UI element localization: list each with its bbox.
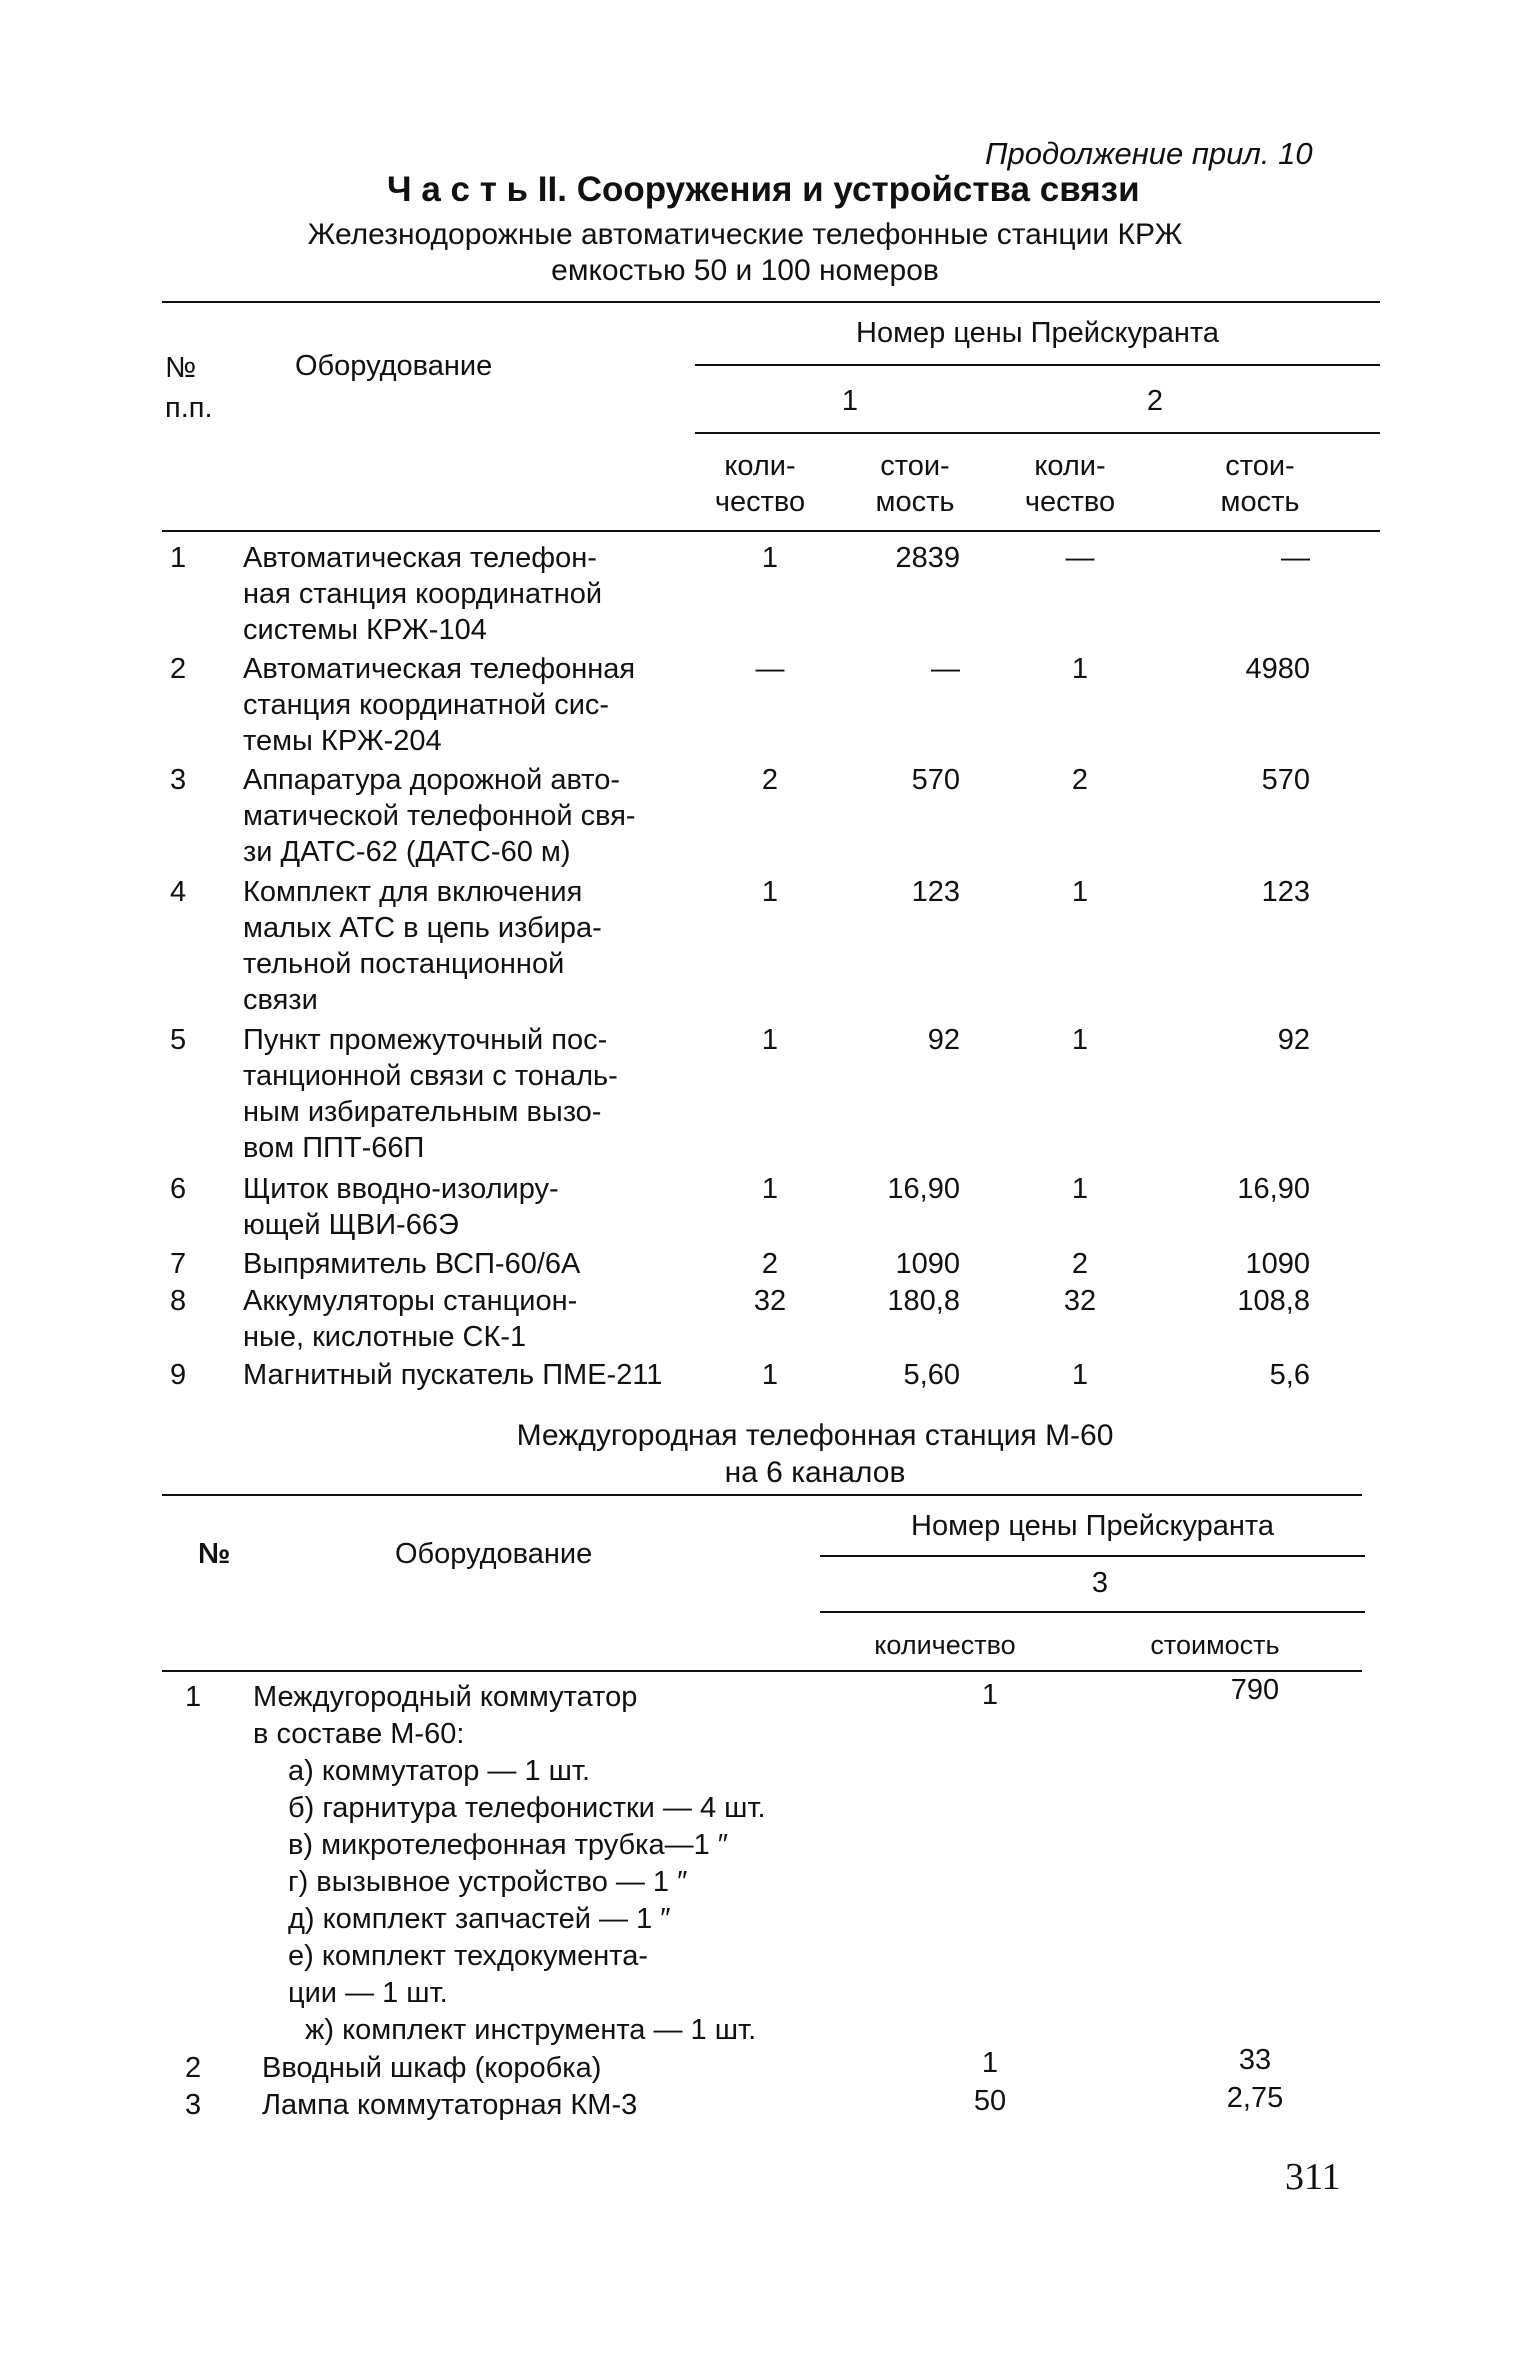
- row-cost1: —: [931, 653, 960, 685]
- table2-header-price-number: Номер цены Прейскуранта: [911, 1510, 1274, 1542]
- component-item: в) микротелефонная трубка—1 ″: [288, 1829, 729, 1861]
- row-equipment: Выпрямитель ВСП-60/6А: [243, 1248, 581, 1280]
- table2-header-equipment: Оборудование: [395, 1538, 593, 1570]
- row-number: 3: [170, 764, 187, 796]
- table1-header-price-number: Номер цены Прейскуранта: [856, 317, 1219, 349]
- table1-header-cost1: стои- мость: [875, 450, 955, 518]
- row-cost: 790: [1230, 1674, 1280, 1706]
- row-qty1: 1: [761, 1024, 779, 1056]
- row-equipment-line2: в составе М-60:: [253, 1718, 465, 1750]
- table1-header-qty2: коли- чество: [1024, 450, 1116, 518]
- table1-header-qty1: коли- чество: [714, 450, 806, 518]
- row-equipment: Щиток вводно-изолиру- ющей ЩВИ-66Э: [243, 1173, 559, 1241]
- row-qty1: 1: [761, 542, 779, 574]
- row-cost1: 16,90: [887, 1173, 960, 1205]
- row-qty: 50: [973, 2085, 1007, 2117]
- row-cost1: 123: [911, 876, 960, 908]
- row-equipment: Автоматическая телефон- ная станция координатной системы КРЖ-104: [243, 542, 603, 646]
- row-qty: 1: [981, 1679, 999, 1711]
- row-cost2: —: [1281, 542, 1310, 574]
- table2-header-qty: количество: [874, 1630, 1016, 1660]
- row-cost2: 16,90: [1237, 1173, 1310, 1205]
- table2-header-col3: 3: [1091, 1567, 1109, 1599]
- row-cost2: 92: [1277, 1024, 1310, 1056]
- row-qty2: 1: [1071, 1024, 1089, 1056]
- section1-title-line2: емкостью 50 и 100 номеров: [551, 254, 939, 287]
- component-item: г) вызывное устройство — 1 ″: [288, 1866, 688, 1898]
- row-cost2: 1090: [1245, 1248, 1310, 1280]
- row-equipment: Вводный шкаф (коробка): [262, 2052, 602, 2084]
- row-equipment-line1: Междугородный коммутатор: [253, 1681, 638, 1713]
- row-number: 9: [170, 1359, 187, 1391]
- row-qty1: 1: [761, 1173, 779, 1205]
- row-equipment: Комплект для включения малых АТС в цепь избира- тельной постанционной связи: [243, 876, 602, 1016]
- row-qty1: —: [755, 653, 785, 685]
- row-number: 3: [185, 2089, 202, 2121]
- row-qty1: 1: [761, 1359, 779, 1391]
- row-qty2: 1: [1071, 653, 1089, 685]
- row-qty1: 2: [761, 1248, 779, 1280]
- row-number: 6: [170, 1173, 187, 1205]
- component-item: б) гарнитура телефонистки — 4 шт.: [288, 1792, 766, 1824]
- part-title: Ч а с т ь II. Сооружения и устройства связи: [387, 170, 1140, 209]
- row-cost: 33: [1238, 2044, 1272, 2076]
- component-item: а) коммутатор — 1 шт.: [288, 1755, 591, 1787]
- row-cost: 2,75: [1226, 2082, 1284, 2114]
- table2-header-bottom-rule: [162, 1670, 1362, 1672]
- component-item: ж) комплект инструмента — 1 шт.: [305, 2014, 757, 2046]
- row-cost1: 570: [911, 764, 960, 796]
- row-qty2: 2: [1071, 1248, 1089, 1280]
- row-equipment: Пункт промежуточный пос- танционной связи с тональ- ным избирательным вызо- вом ППТ-66П: [243, 1024, 618, 1164]
- row-qty1: 1: [761, 876, 779, 908]
- row-cost1: 5,60: [903, 1359, 960, 1391]
- row-equipment: Автоматическая телефонная станция координатной сис- темы КРЖ-204: [243, 653, 636, 757]
- table1-header-no: № п.п.: [165, 352, 213, 424]
- table2-header-cost: стоимость: [1150, 1630, 1280, 1660]
- section2-title-line1: Междугородная телефонная станция М-60: [516, 1419, 1114, 1452]
- table1-header-col1: 1: [841, 385, 859, 417]
- row-qty2: —: [1065, 542, 1095, 574]
- row-number: 2: [170, 653, 187, 685]
- section1-title-line1: Железнодорожные автоматические телефонные станции КРЖ: [307, 218, 1183, 251]
- row-number: 5: [170, 1024, 187, 1056]
- row-qty2: 32: [1063, 1285, 1097, 1317]
- row-qty: 1: [981, 2047, 999, 2079]
- row-cost2: 4980: [1245, 653, 1310, 685]
- table1-header-equipment: Оборудование: [295, 350, 493, 382]
- row-cost1: 1090: [895, 1248, 960, 1280]
- row-qty2: 2: [1071, 764, 1089, 796]
- row-equipment: Лампа коммутаторная КМ-3: [262, 2089, 638, 2121]
- table1-header-bottom-rule: [162, 530, 1380, 532]
- table2-top-rule: [162, 1494, 1362, 1496]
- row-number: 2: [185, 2052, 202, 2084]
- row-cost1: 92: [927, 1024, 960, 1056]
- row-qty2: 1: [1071, 1173, 1089, 1205]
- row-qty1: 2: [761, 764, 779, 796]
- row-cost2: 123: [1261, 876, 1310, 908]
- row-qty2: 1: [1071, 876, 1089, 908]
- section2-title-line2: на 6 каналов: [724, 1456, 906, 1489]
- component-item: д) комплект запчастей — 1 ″: [288, 1903, 671, 1935]
- row-number: 8: [170, 1285, 187, 1317]
- row-cost2: 570: [1261, 764, 1310, 796]
- row-cost1: 180,8: [887, 1285, 960, 1317]
- row-qty1: 32: [753, 1285, 787, 1317]
- row-number: 7: [170, 1248, 187, 1280]
- row-cost1: 2839: [895, 542, 960, 574]
- table2-header-rule-1: [820, 1555, 1365, 1557]
- continuation-note: Продолжение прил. 10: [985, 136, 1313, 171]
- table1-header-col2: 2: [1146, 385, 1164, 417]
- table1-top-rule: [162, 301, 1380, 303]
- row-equipment: Аккумуляторы станцион- ные, кислотные СК-1: [243, 1285, 578, 1353]
- row-number: 4: [170, 876, 187, 908]
- row-equipment: Аппаратура дорожной авто- матической телефонной свя- зи ДАТС-62 (ДАТС-60 м): [243, 764, 636, 868]
- row-equipment: Магнитный пускатель ПМЕ-211: [243, 1359, 663, 1391]
- component-item: е) комплект техдокумента-: [288, 1940, 649, 1972]
- table2-header-rule-2: [820, 1611, 1365, 1613]
- row-qty2: 1: [1071, 1359, 1089, 1391]
- row-number: 1: [170, 542, 187, 574]
- page-number: 311: [1285, 2156, 1341, 2198]
- table1-header-rule-1: [695, 364, 1380, 366]
- row-number: 1: [185, 1681, 202, 1713]
- row-cost2: 108,8: [1237, 1285, 1310, 1317]
- component-item: ции — 1 шт.: [288, 1977, 448, 2009]
- table1-header-cost2: стои- мость: [1220, 450, 1300, 518]
- table2-header-no: №: [198, 1538, 231, 1570]
- row-cost2: 5,6: [1269, 1359, 1310, 1391]
- table1-header-rule-2: [695, 432, 1380, 434]
